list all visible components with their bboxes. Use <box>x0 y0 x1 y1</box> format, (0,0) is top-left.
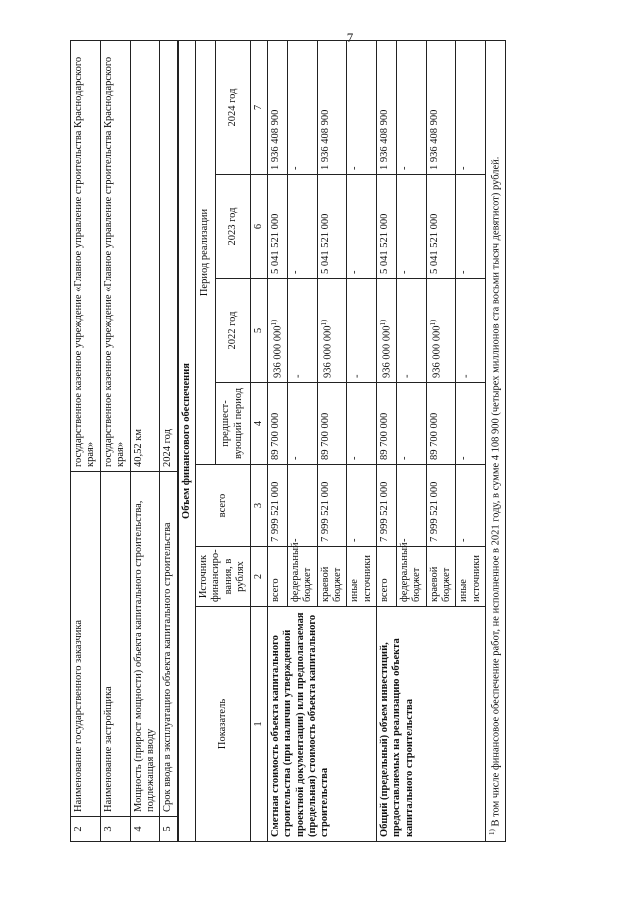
y2022-value: 936 000 000 <box>381 325 393 378</box>
y2022-footnote-mark: 1) <box>379 319 387 326</box>
y2022-cell <box>396 279 426 383</box>
info-row-label: Срок ввода в эксплуатацию объекта капитального строительства <box>160 472 177 817</box>
y2024-cell: 1 936 408 900 <box>426 41 456 175</box>
header-prev: предшест-вующий период <box>216 383 250 465</box>
indicator-cell: Сметная стоимость объекта капитального строительства (при наличии утвержденной проектной документации) или предполагаемая (предельная) стоимость объекта капитального строительства <box>267 607 376 842</box>
footnote-text: В том числе финансовое обеспечение работ, не исполненное в 2021 году, в сумме 4 108 900 (четырех миллионов ста восьми тысяч девятисот) рублей. <box>490 156 502 827</box>
info-row-value: государственное казенное учреждение «Главное управление строительства Краснодарского края» <box>71 41 101 472</box>
y2022-cell <box>267 279 287 383</box>
y2022-cell <box>426 279 456 383</box>
source-cell: иные источники <box>347 547 377 607</box>
info-row-number: 3 <box>100 817 130 842</box>
footnote-mark: 1) <box>488 829 497 835</box>
y2022-footnote-mark: 1) <box>319 319 328 326</box>
header-2022: 2022 год <box>216 279 250 383</box>
col-number: 7 <box>250 41 267 175</box>
col-number: 2 <box>250 547 267 607</box>
source-cell: федеральный бюджет <box>396 547 426 607</box>
prev-cell: 89 700 000 <box>426 383 456 465</box>
y2023-cell: 5 041 521 000 <box>267 175 287 279</box>
info-row-value: государственное казенное учреждение «Главное управление строительства Краснодарского края» <box>100 41 130 472</box>
header-2024: 2024 год <box>216 41 250 175</box>
y2024-cell: 1 936 408 900 <box>317 41 347 175</box>
info-row <box>160 41 177 842</box>
y2023-cell: - <box>456 175 486 279</box>
total-cell: - <box>396 465 426 547</box>
source-cell: всего <box>267 547 287 607</box>
rotated-page <box>70 40 588 842</box>
y2024-cell: 1 936 408 900 <box>377 41 397 175</box>
info-row-label: Мощность (прирост мощности) объекта капитального строительства, подлежащая вводу <box>130 472 160 817</box>
y2022-value: 936 000 000 <box>431 325 443 378</box>
header-source: Источник финансиро-вания, в рублях <box>196 547 251 607</box>
col-number: 5 <box>250 279 267 383</box>
info-row-number: 2 <box>71 817 101 842</box>
y2023-cell: - <box>396 175 426 279</box>
y2024-cell: - <box>347 41 377 175</box>
prev-cell: - <box>456 383 486 465</box>
source-cell: федеральный бюджет <box>287 547 317 607</box>
header-total: всего <box>196 465 251 547</box>
footnote <box>486 40 506 842</box>
total-cell: 7 999 521 000 <box>317 465 347 547</box>
prev-cell: 89 700 000 <box>317 383 347 465</box>
y2023-cell: - <box>347 175 377 279</box>
col-number: 3 <box>250 465 267 547</box>
y2024-cell: - <box>396 41 426 175</box>
info-row-value: 40,52 км <box>130 41 160 472</box>
y2023-cell: 5 041 521 000 <box>317 175 347 279</box>
total-cell: - <box>287 465 317 547</box>
section-title: Объем финансового обеспечения <box>178 41 195 842</box>
info-row-number: 5 <box>160 817 177 842</box>
y2022-value: 936 000 000 <box>322 325 333 378</box>
y2022-value: 936 000 000 <box>272 325 284 378</box>
total-cell: - <box>347 465 377 547</box>
y2022-cell <box>377 279 397 383</box>
source-cell: краевой бюджет <box>426 547 456 607</box>
header-2023: 2023 год <box>216 175 250 279</box>
info-row <box>100 41 130 842</box>
info-row <box>71 41 101 842</box>
prev-cell: - <box>287 383 317 465</box>
total-cell: 7 999 521 000 <box>426 465 456 547</box>
y2022-cell <box>347 279 377 383</box>
page-number: 7 <box>346 30 354 45</box>
prev-cell: 89 700 000 <box>267 383 287 465</box>
y2023-cell: 5 041 521 000 <box>377 175 397 279</box>
y2022-cell <box>287 279 317 383</box>
info-table <box>70 40 178 842</box>
y2022-cell <box>456 279 486 383</box>
total-cell: 7 999 521 000 <box>267 465 287 547</box>
y2022-value: - <box>460 374 472 378</box>
y2024-cell: 1 936 408 900 <box>267 41 287 175</box>
y2022-value: - <box>351 374 363 378</box>
y2022-value: - <box>292 374 304 378</box>
y2022-footnote-mark: 1) <box>269 319 278 326</box>
source-cell: краевой бюджет <box>317 547 347 607</box>
info-row-label: Наименование застройщика <box>100 472 130 817</box>
total-cell: 7 999 521 000 <box>377 465 397 547</box>
finance-row <box>267 41 287 842</box>
finance-table <box>178 40 487 842</box>
finance-row <box>377 41 397 842</box>
prev-cell: - <box>347 383 377 465</box>
col-number: 4 <box>250 383 267 465</box>
info-row-number: 4 <box>130 817 160 842</box>
y2022-cell <box>317 279 347 383</box>
info-row-label: Наименование государственного заказчика <box>71 472 101 817</box>
header-period: Период реализации <box>196 41 216 465</box>
prev-cell: - <box>396 383 426 465</box>
y2024-cell: - <box>456 41 486 175</box>
col-number: 1 <box>250 607 267 842</box>
y2023-cell: 5 041 521 000 <box>426 175 456 279</box>
total-cell: - <box>456 465 486 547</box>
info-row-value: 2024 год <box>160 41 177 472</box>
y2023-cell: - <box>287 175 317 279</box>
col-number: 6 <box>250 175 267 279</box>
prev-cell: 89 700 000 <box>377 383 397 465</box>
source-cell: иные источники <box>456 547 486 607</box>
y2022-footnote-mark: 1) <box>428 319 437 326</box>
header-indicator: Показатель <box>196 607 251 842</box>
y2024-cell: - <box>287 41 317 175</box>
source-cell: всего <box>377 547 397 607</box>
info-row <box>130 41 160 842</box>
y2022-value: - <box>401 374 413 378</box>
indicator-cell: Общий (предельный) объем инвестиций, предоставляемых на реализацию объекта капитального строительства <box>377 607 486 842</box>
